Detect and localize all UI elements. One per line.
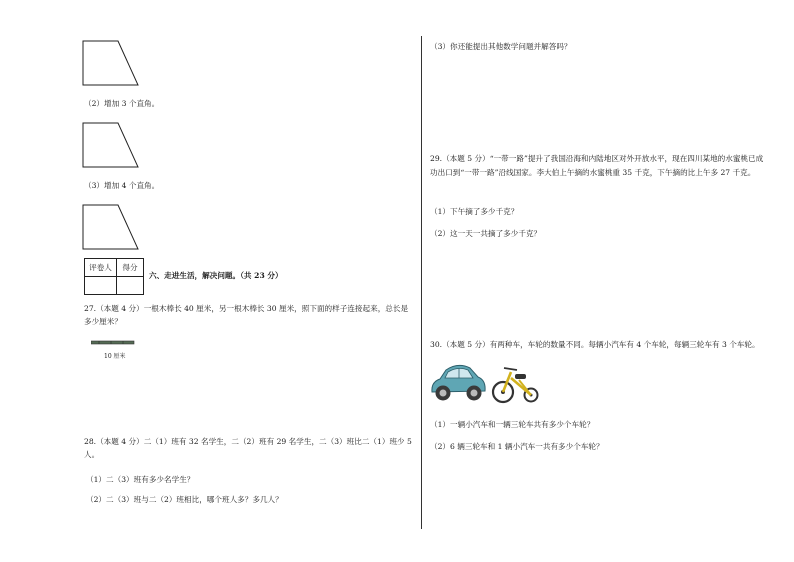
question-30-part-1: （1）一辆小汽车和一辆三轮车共有多少个车轮？ [430, 420, 595, 429]
column-divider [421, 36, 422, 529]
score-header: 得分 [117, 259, 144, 277]
trapezoid-figure-3 [82, 204, 142, 252]
question-28-part-1: （1）二（3）班有多少名学生？ [86, 475, 195, 484]
question-30: 30.（本题 5 分）有两种车，车轮的数量不同。每辆小汽车有 4 个车轮，每辆三轮车有 3 个车轮。 [430, 340, 760, 349]
question-26-part-2: （2）增加 3 个直角。 [84, 99, 160, 108]
question-29-part-1: （1）下午摘了多少千克？ [430, 207, 519, 216]
stick-illustration [91, 340, 135, 346]
question-29-part-2: （2）这一天一共摘了多少千克？ [430, 229, 542, 238]
question-28: 28.（本题 4 分）二（1）班有 32 名学生，二（2）班有 29 名学生，二（3）班比二（1）班少 5 人。 [84, 437, 412, 459]
trapezoid-figure-2 [82, 122, 142, 170]
car-illustration [428, 362, 488, 404]
question-26-part-3: （3）增加 4 个直角。 [84, 181, 160, 190]
grader-cell[interactable] [85, 277, 117, 295]
section-6-title: 六、走进生活，解决问题。（共 23 分） [149, 271, 283, 280]
score-cell[interactable] [117, 277, 144, 295]
grader-header: 评卷人 [85, 259, 117, 277]
question-26-part-4: （3）你还能提出其他数学问题并解答吗？ [430, 42, 572, 51]
question-30-part-2: （2）6 辆三轮车和 1 辆小汽车一共有多少个车轮？ [430, 442, 604, 451]
tricycle-illustration [489, 362, 541, 404]
stick-label: 10 厘米 [104, 353, 126, 360]
question-29: 29.（本题 5 分）“一带一路”提升了我国沿海和内陆地区对外开放水平，现在四川某地的水蜜桃已成功出口到“一带一路”沿线国家。李大伯上午摘的水蜜桃重 35 千克，下午摘的比上午多 27 千克。 [430, 154, 764, 177]
score-table [84, 258, 144, 295]
trapezoid-figure-1 [82, 40, 142, 88]
question-28-part-2: （2）二（3）班与二（2）班相比，哪个班人多？多几人？ [86, 495, 283, 504]
question-27: 27.（本题 4 分）一根木棒长 40 厘米，另一根木棒长 30 厘米，照下面的样子连接起来，总长是多少厘米？ [84, 304, 409, 326]
